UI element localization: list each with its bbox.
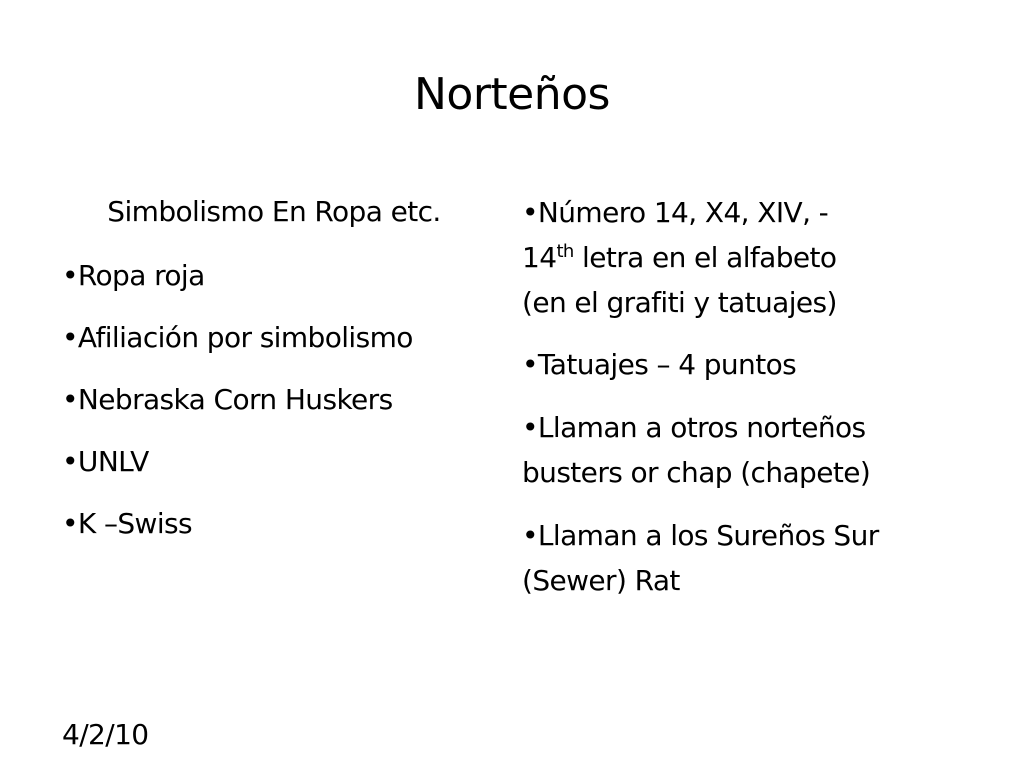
list-item-text: Afiliación por simbolismo xyxy=(77,321,413,354)
list-item-number: 14 xyxy=(522,241,557,274)
bullet: • xyxy=(62,507,78,540)
list-item xyxy=(522,513,962,603)
list-item-line: (en el grafiti y tatuajes) xyxy=(522,286,837,319)
list-item-text: Nebraska Corn Huskers xyxy=(77,383,393,416)
list-item-line: Llaman a los Sureños Sur xyxy=(537,519,879,552)
bullet: • xyxy=(522,348,538,381)
list-item xyxy=(522,405,962,495)
slide-title: Norteños xyxy=(414,69,610,120)
bullet: • xyxy=(522,196,538,229)
ordinal-superscript: th xyxy=(556,241,574,262)
slide-date: 4/2/10 xyxy=(62,718,149,751)
bullet: • xyxy=(62,259,78,292)
left-column-subheading: Simbolismo En Ropa etc. xyxy=(107,195,441,228)
list-item-text: UNLV xyxy=(77,445,149,478)
list-item xyxy=(522,190,962,325)
list-item-text: Tatuajes – 4 puntos xyxy=(537,348,797,381)
list-item-line: busters or chap (chapete) xyxy=(522,456,871,489)
left-column xyxy=(62,190,502,564)
list-item xyxy=(62,254,502,298)
list-item xyxy=(62,316,502,360)
list-item xyxy=(522,343,962,387)
right-column xyxy=(522,190,962,621)
bullet: • xyxy=(62,321,78,354)
list-item-line: Llaman a otros norteños xyxy=(537,411,866,444)
list-item-line: letra en el alfabeto xyxy=(573,241,837,274)
list-item-text: Ropa roja xyxy=(77,259,205,292)
bullet: • xyxy=(62,445,78,478)
bullet: • xyxy=(62,383,78,416)
list-item-line: (Sewer) Rat xyxy=(522,564,680,597)
bullet: • xyxy=(522,519,538,552)
list-item xyxy=(62,378,502,422)
list-item xyxy=(62,440,502,484)
list-item xyxy=(62,502,502,546)
bullet: • xyxy=(522,411,538,444)
list-item-line: Número 14, X4, XIV, - xyxy=(537,196,829,229)
list-item-text: K –Swiss xyxy=(77,507,193,540)
